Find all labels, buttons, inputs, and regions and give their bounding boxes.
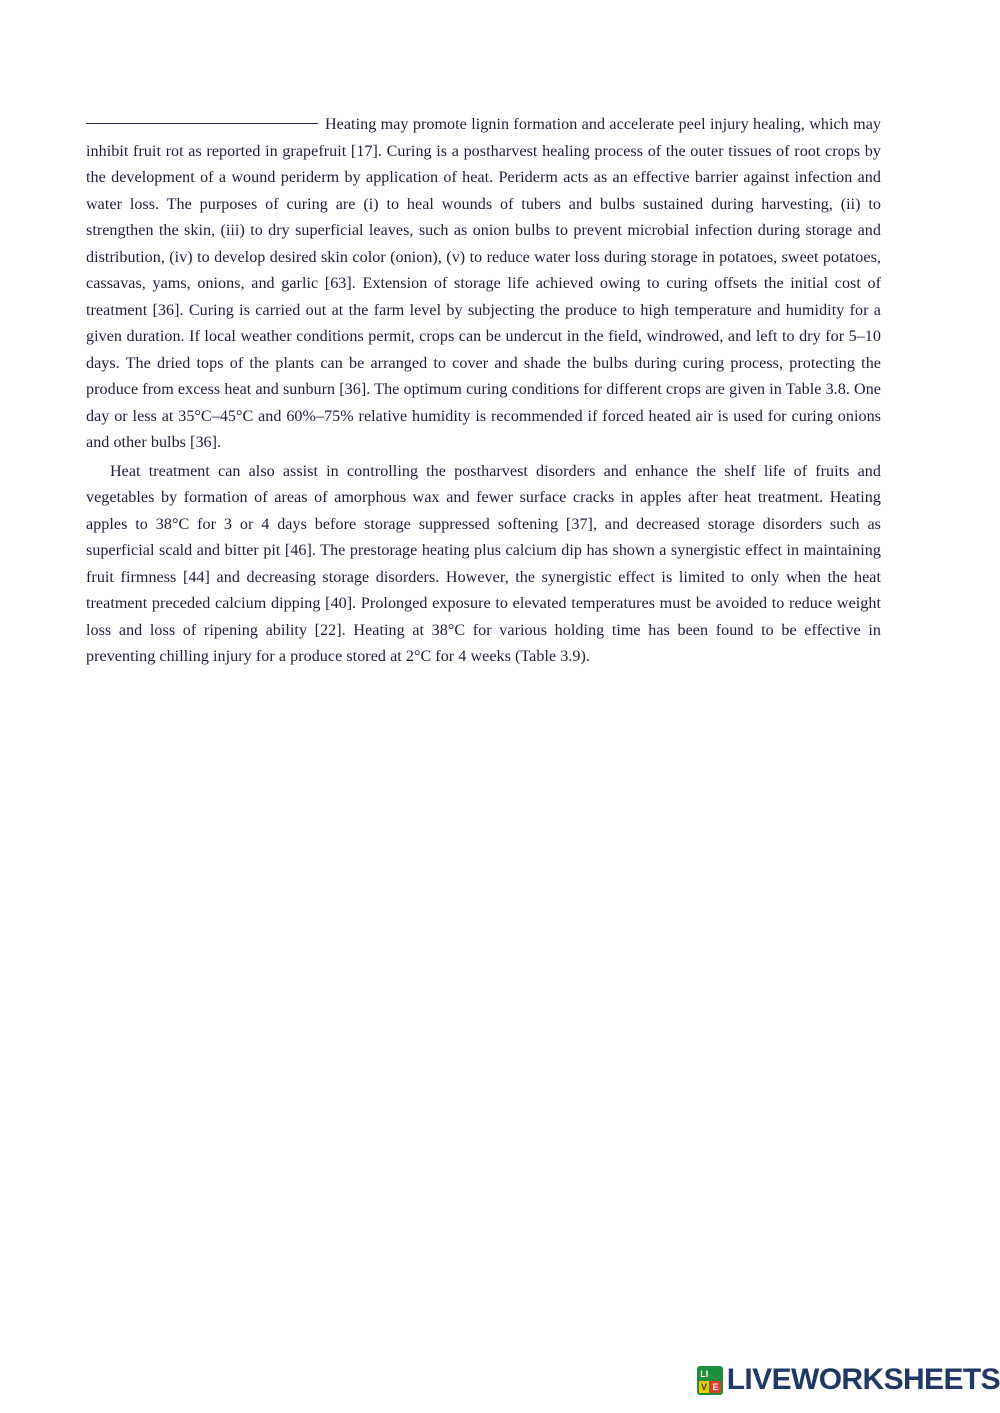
badge-letter-li: LI [700,1368,709,1379]
paragraph-2 [86,459,881,671]
badge-row-bottom [699,1381,721,1393]
paragraph-1 [86,112,881,457]
liveworksheets-logo-icon [697,1366,723,1395]
paragraph-1-text: Heating may promote lignin formation and accelerate peel injury healing, which may inhibit fruit rot as reported in grapefruit [17]. Curing is a postharvest healing process of the outer tissues of root crops by the development of a wound periderm by application of heat. Periderm acts as an effective barrier against infection and water loss. The purposes of curing are (i) to heal wounds of tubers and bulbs sustained during harvesting, (ii) to strengthen the skin, (iii) to dry superficial leaves, such as onion bulbs to prevent microbial infection during storage and distribution, (iv) to develop desired skin color (onion), (v) to reduce water loss during storage in potatoes, sweet potatoes, cassavas, yams, onions, and garlic [63]. Extension of storage life achieved owing to curing offsets the initial cost of treatment [36]. Curing is carried out at the farm level by subjecting the produce to high temperature and humidity for a given duration. If local weather conditions permit, crops can be undercut in the field, windrowed, and left to dry for 5–10 days. The dried tops of the plants can be arranged to cover and shade the bulbs during curing process, protecting the produce from excess heat and sunburn [36]. The optimum curing conditions for different crops are given in Table 3.8. One day or less at 35°C–45°C and 60%–75% relative humidity is recommended if forced heated air is used for curing onions and other bulbs [36]. [86,116,881,451]
badge-letter-v: V [699,1381,710,1393]
paragraph-2-text: Heat treatment can also assist in controlling the postharvest disorders and enhance the shelf life of fruits and vegetables by formation of areas of amorphous wax and fewer surface cracks in apples after heat treatment. Heating apples to 38°C for 3 or 4 days before storage suppressed softening [37], and decreased storage disorders such as superficial scald and bitter pit [46]. The prestorage heating plus calcium dip has shown a synergistic effect in maintaining fruit firmness [44] and decreasing storage disorders. However, the synergistic effect is limited to only when the heat treatment preceded calcium dipping [40]. Prolonged exposure to elevated temperatures must be avoided to reduce weight loss and loss of ripening ability [22]. Heating at 38°C for various holding time has been found to be effective in preventing chilling injury for a produce stored at 2°C for 4 weeks (Table 3.9). [86,462,881,665]
liveworksheets-brand-text: LIVEWORKSHEETS [726,1363,1000,1396]
badge-row-top [699,1368,721,1380]
badge-letter-e: E [710,1381,721,1393]
text-column [86,112,881,671]
redaction-line [86,123,318,124]
liveworksheets-watermark [697,1363,1000,1397]
